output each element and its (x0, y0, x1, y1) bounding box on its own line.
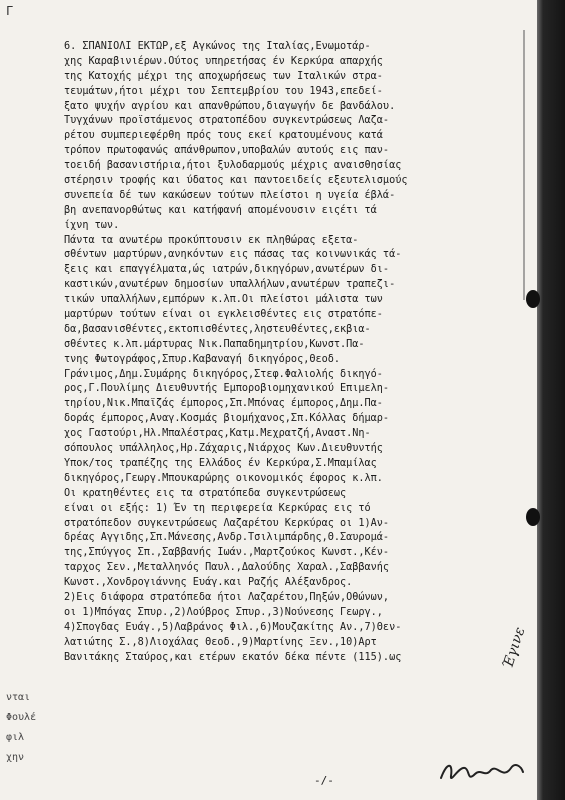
text-line: 4)Σπογδας Ευάγ.,5)Λαβράνος Φιλ.,6)Μουζακίτης Αν.,7)Θεν- (64, 621, 402, 633)
handwritten-margin-note: Έγινε (499, 625, 528, 671)
text-line: βη ανεπανορθώτως και κατήφανή απομένουσιν ειςέτι τά (64, 204, 377, 216)
margin-fragment: χην (6, 752, 25, 763)
text-line: ξατο ψυχήν αγρίου και απανθρώπου,διαγωγήν δε βανδάλου. (64, 100, 396, 112)
left-margin-fragments (6, 688, 36, 768)
text-line: ρέτου συμπεριεφέρθη πρός τους εκεί κρατουμένους κατά (64, 130, 383, 142)
text-line: μαρτύρων τούτων είναι οι εγκλεισθέντες εις στρατόπε- (64, 309, 383, 321)
punch-hole (526, 290, 540, 308)
text-line: στέρησιν τροφής και ύδατος και παντοειδείς εξευτελισμούς (64, 175, 408, 187)
paragraph-2 (64, 234, 484, 487)
text-line: τνης Φωτογράφος,Σπυρ.Καβαναγή δικηγόρος,Θεοδ. (64, 353, 341, 365)
text-line: τοειδή βασανιστήρια,ήτοι ξυλοδαρμούς μέχρις αναισθησίας (64, 160, 402, 172)
text-line: Κωνστ.,Χονδρογιάννης Ευάγ.και Ραζής Αλέξανδρος. (64, 577, 353, 589)
text-line: στρατόπεδον συγκεντρώσεως Λαζαρέτου Κερκύρας οι 1)Αν- (64, 517, 390, 529)
corner-mark: Γ (6, 4, 14, 18)
text-line: Υποκ/τος τραπέζης της Ελλάδος έν Κερκύρα,Σ.Μπαμίλας (64, 457, 377, 469)
text-line: χης Καραβινιέρων.Ούτος υπηρετήσας έν Κερκύρα απαρχής (64, 55, 383, 67)
text-line: ίχνη των. (64, 219, 120, 231)
text-line: ξεις και επαγγέλματα,ώς ιατρών,δικηγόρων,ανωτέρων δι- (64, 264, 390, 276)
margin-fragment: φιλ (6, 732, 25, 743)
text-line: χος Γαστούρι,Ηλ.Μπαλέστρας,Κατμ.Μεχρατζή,Αναστ.Νη- (64, 428, 371, 440)
text-line: συνεπεία δέ των κακώσεων τούτων πλείστοι η υγεία έβλά- (64, 189, 396, 201)
text-line: Οι κρατηθέντες εις τα στρατόπεδα συγκεντρώσεως (64, 487, 347, 499)
text-line: ρος,Γ.Πουλίμης Διευθυντής Εμποροβιομηχανικού Επιμελη- (64, 383, 390, 395)
text-line: σόπουλος υπάλληλος,Ηρ.Ζάχαρις,Νιάρχος Κων.Διευθυντής (64, 443, 383, 455)
margin-fragment: νται (6, 692, 31, 703)
handwritten-signature (437, 754, 527, 788)
text-line: 6. ΣΠΑΝΙΟΛΙ ΕΚΤΩΡ,εξ Αγκώνος της Ιταλίας,Ενωμοτάρ- (64, 41, 371, 52)
text-line: Γράνιμος,Δημ.Συμάρης δικηγόρος,Στεφ.Φαλιολής δικηγό- (64, 368, 383, 380)
text-line: σθέντες κ.λπ.μάρτυρας Νικ.Παπαδημητρίου,Κωνστ.Πα- (64, 338, 365, 350)
margin-fragment: Φουλέ (6, 712, 37, 723)
paragraph-1 (64, 40, 484, 234)
paragraph-3 (64, 487, 484, 666)
text-line: 2)Εις διάφορα στρατόπεδα ήτοι Λαζαρέτου,Πηξών,Οθώνων, (64, 591, 390, 603)
text-line: οι 1)Μπόγας Σπυρ.,2)Λούβρος Σπυρ.,3)Νούνεσης Γεωργ., (64, 606, 383, 618)
punch-hole (526, 508, 540, 526)
text-line: της Κατοχής μέχρι της αποχωρήσεως των Ιταλικών στρα- (64, 70, 383, 82)
scan-shadow-edge (537, 0, 565, 800)
scan-streak (523, 30, 525, 300)
text-line: είναι οι εξής: 1) Έν τη περιφερεία Κερκύρας εις τό (64, 502, 371, 514)
text-line: ταρχος Σεν.,Μεταλληνός Παυλ.,Δαλούδης Χαραλ.,Σαββανής (64, 562, 390, 574)
text-line: Βανιτάκης Σταύρος,και ετέρων εκατόν δέκα πέντε (115).ως (64, 651, 402, 663)
text-line: Τυγχάνων προϊστάμενος στρατοπέδου συγκεντρώσεως Λαζα- (64, 115, 390, 127)
text-line: σθέντων μαρτύρων,ανηκόντων εις πάσας τας κοινωνικάς τά- (64, 249, 402, 261)
document-body (64, 40, 484, 665)
text-line: δα,βασανισθέντες,εκτοπισθέντες,ληστευθέντες,εκβια- (64, 323, 371, 335)
text-line: δρέας Αγγιδης,Σπ.Μάνεσης,Ανδρ.Τσιλιμπάρδης,Θ.Σαυρομά- (64, 532, 390, 544)
page-continuation-mark: -/- (314, 774, 334, 787)
text-line: Πάντα τα ανωτέρω προκύπτουσιν εκ πληθώρας εξετα- (64, 234, 359, 246)
text-line: τευμάτων,ήτοι μέχρι του Σεπτεμβρίου του 1943,επεδεί- (64, 85, 383, 97)
text-line: δικηγόρος,Γεωργ.Μπουκαρώρης οικονομικός έφορος κ.λπ. (64, 472, 383, 484)
text-line: τικών υπαλλήλων,εμπόρων κ.λπ.Οι πλείστοι μάλιστα των (64, 294, 383, 306)
text-line: τηρίου,Νικ.Μπαϊζάς έμπορος,Σπ.Μπόνας έμπορος,Δημ.Πα- (64, 398, 383, 410)
text-line: τρόπον πρωτοφανώς απάνθρωπον,υποβαλών αυτούς εις παν- (64, 145, 390, 157)
text-line: δοράς έμπορος,Αναγ.Κοσμάς βιομήχανος,Σπ.Κόλλας δήμαρ- (64, 413, 390, 425)
text-line: καστικών,ανωτέρων δημοσίων υπαλλήλων,ανωτέρων τραπεζι- (64, 279, 396, 291)
text-line: λατιώτης Σ.,8)Λιοχάλας Θεοδ.,9)Μαρτίνης Ξεν.,10)Αρτ (64, 636, 377, 648)
text-line: της,Σπύγγος Σπ.,Σαββανής Ιωάν.,Μαρτζούκος Κωνστ.,Κέν- (64, 547, 390, 559)
